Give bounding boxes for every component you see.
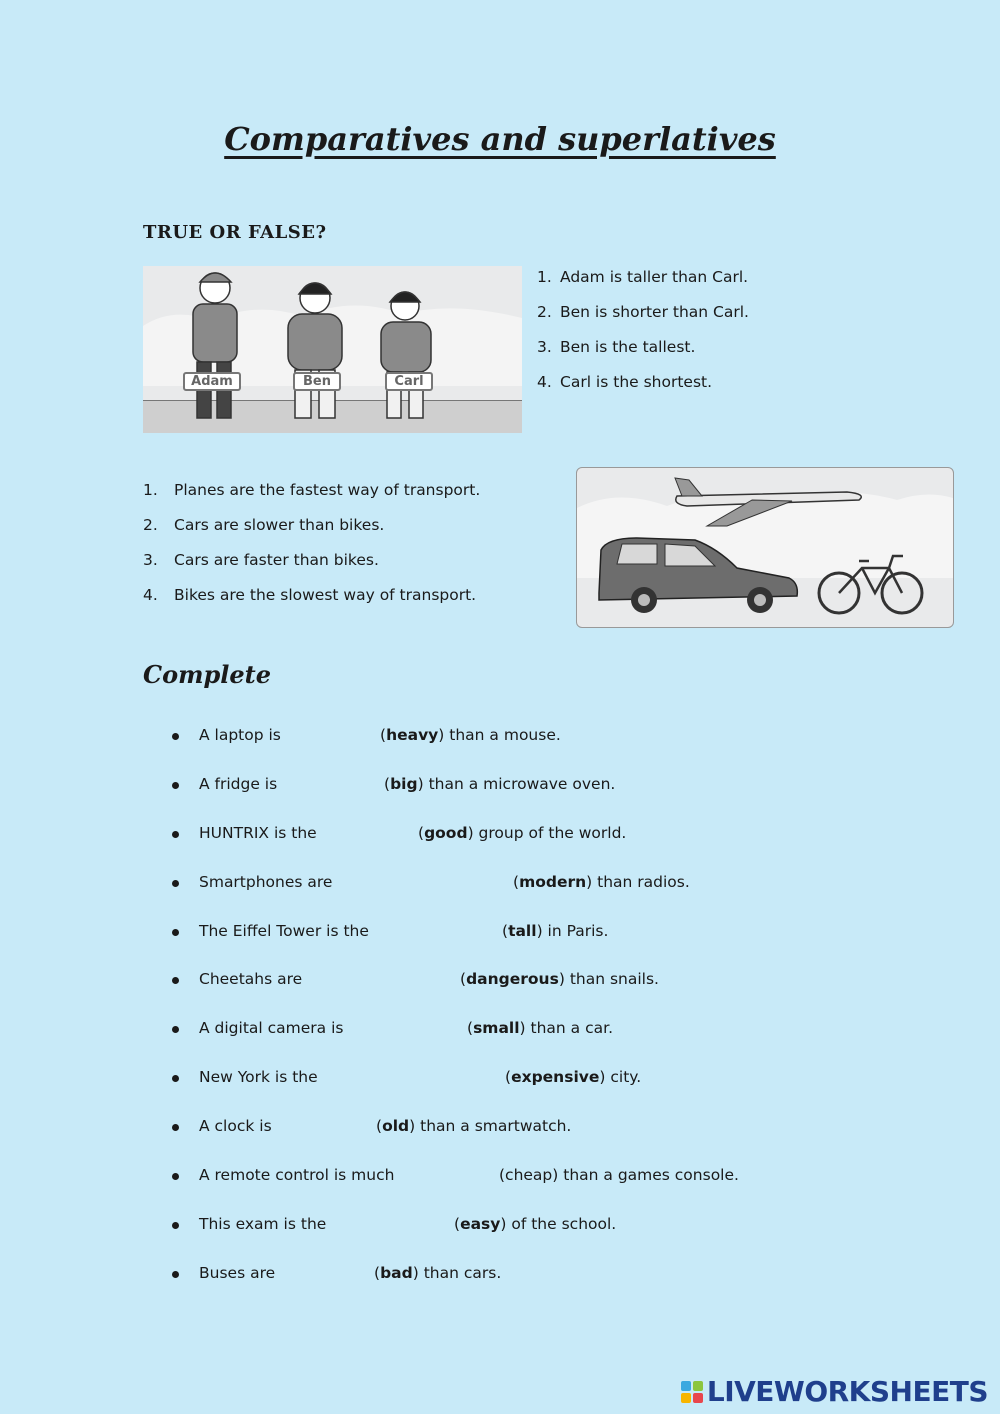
section-heading-complete: Complete [143, 660, 272, 689]
bullet [172, 880, 179, 887]
adjective-hint: dangerous [466, 970, 559, 989]
adjective-hint: heavy [386, 726, 439, 744]
transport-statements [143, 481, 480, 621]
bullet [172, 782, 179, 789]
sentence-start: HUNTRIX is the [199, 823, 317, 842]
sentence-end: (modern) than radios. [513, 872, 690, 891]
bullet [172, 1271, 179, 1278]
label-carl: Carl [385, 372, 433, 391]
people-statements [537, 268, 749, 408]
sentence-end: (easy) of the school. [454, 1214, 617, 1233]
sentence-start: A remote control is much [199, 1166, 395, 1185]
bullet [172, 977, 179, 984]
logo-icon [680, 1380, 704, 1404]
statement-number: 2. [143, 516, 158, 534]
statement-number: 3. [537, 338, 552, 356]
statement-number: 1. [537, 268, 552, 286]
page-title: Comparatives and superlatives [224, 120, 776, 158]
statement-number: 4. [143, 586, 158, 604]
adjective-hint: modern [519, 872, 587, 891]
sentence-end: (dangerous) than snails. [460, 970, 659, 989]
statement-text: Planes are the fastest way of transport. [174, 481, 481, 499]
sentence-end: (expensive) city. [505, 1068, 642, 1087]
bullet [172, 1173, 179, 1180]
sentence-end: (bad) than cars. [374, 1263, 502, 1282]
sentence-end: (big) than a microwave oven. [384, 774, 616, 793]
statement-item [537, 268, 749, 303]
statement-number: 2. [537, 303, 552, 321]
sentence-end: (cheap) than a games console. [499, 1166, 739, 1185]
sentence-start: The Eiffel Tower is the [199, 921, 369, 940]
statement-item [537, 373, 749, 408]
bullet [172, 1026, 179, 1033]
sentence-end: (heavy) than a mouse. [380, 726, 561, 744]
sentence-end: (good) group of the world. [418, 823, 627, 842]
sentence-end: (old) than a smartwatch. [376, 1117, 572, 1136]
statement-item [143, 586, 480, 621]
sentence-start: This exam is the [199, 1214, 327, 1233]
adjective-hint: expensive [511, 1068, 600, 1087]
liveworksheets-logo[interactable] [680, 1375, 988, 1408]
sentence-start: A clock is [199, 1117, 272, 1136]
adjective-hint: good [424, 823, 468, 842]
sentence-start: A digital camera is [199, 1019, 344, 1038]
sentence-start: A fridge is [199, 774, 278, 793]
sentence-end: (small) than a car. [467, 1019, 613, 1038]
people-drawing [143, 266, 522, 433]
label-adam: Adam [183, 372, 241, 391]
sentence-start: Smartphones are [199, 872, 333, 891]
statement-number: 1. [143, 481, 158, 499]
bullet [172, 733, 179, 740]
transport-illustration [576, 467, 954, 628]
statement-item [143, 481, 480, 516]
bullet [172, 929, 179, 936]
adjective-hint: bad [380, 1263, 413, 1282]
statement-text: Carl is the shortest. [560, 373, 713, 391]
sentence-start: Buses are [199, 1263, 276, 1282]
bullet [172, 831, 179, 838]
statement-item [143, 551, 480, 586]
sentence-start: New York is the [199, 1068, 318, 1087]
statement-text: Ben is the tallest. [560, 338, 696, 356]
logo-text: LIVEWORKSHEETS [706, 1375, 988, 1408]
sentence-start: A laptop is [199, 726, 281, 744]
adjective-hint: small [473, 1019, 520, 1038]
sentence-end: (tall) in Paris. [502, 921, 609, 940]
statement-text: Ben is shorter than Carl. [560, 303, 749, 321]
statement-item [143, 516, 480, 551]
bullet [172, 1124, 179, 1131]
label-ben: Ben [293, 372, 341, 391]
people-illustration [143, 266, 522, 433]
adjective-hint: old [382, 1117, 410, 1136]
statement-item [537, 303, 749, 338]
section-heading-true-false: TRUE OR FALSE? [143, 222, 327, 243]
adjective-hint: big [390, 774, 418, 793]
bullet [172, 1222, 179, 1229]
statement-item [537, 338, 749, 373]
statement-text: Cars are slower than bikes. [174, 516, 385, 534]
statement-text: Cars are faster than bikes. [174, 551, 379, 569]
bullet [172, 1075, 179, 1082]
statement-text: Adam is taller than Carl. [560, 268, 749, 286]
statement-text: Bikes are the slowest way of transport. [174, 586, 477, 604]
adjective-hint: tall [508, 921, 537, 940]
statement-number: 4. [537, 373, 552, 391]
sentence-start: Cheetahs are [199, 970, 303, 989]
transport-drawing [577, 468, 953, 627]
adjective-hint: easy [460, 1214, 501, 1233]
statement-number: 3. [143, 551, 158, 569]
